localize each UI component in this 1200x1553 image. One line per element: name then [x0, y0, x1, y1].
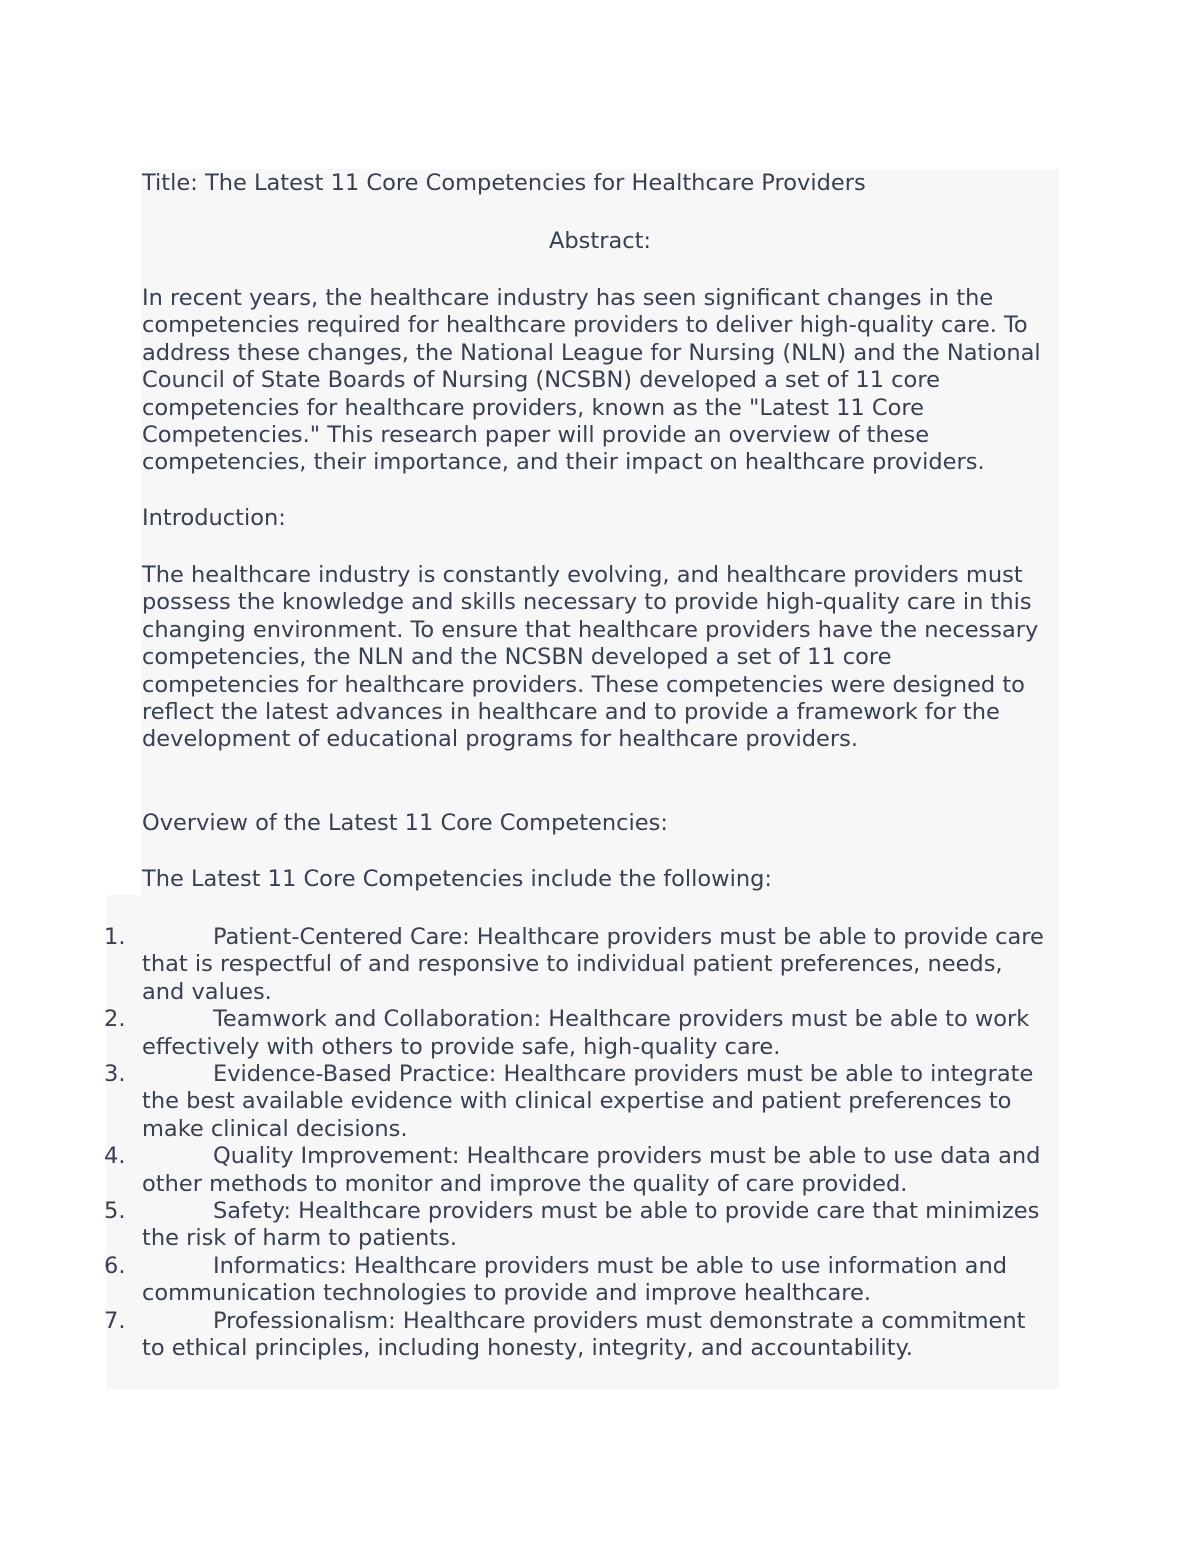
- abstract-heading: Abstract:: [548, 228, 652, 254]
- list-item: [0, 1006, 1052, 1061]
- list-item-text: Quality Improvement: Healthcare providers must be able to use data and other methods to monitor and improve the quality of care provided.: [142, 1143, 1041, 1197]
- list-item-number: 2.: [104, 1006, 126, 1033]
- list-item-number: 1.: [104, 924, 126, 950]
- list-item: [0, 1253, 1052, 1308]
- list-item: [0, 1308, 1052, 1363]
- overview-intro: The Latest 11 Core Competencies include the following:: [142, 866, 772, 892]
- list-item-text: Evidence-Based Practice: Healthcare providers must be able to integrate the best available evidence with clinical expertise and patient preferences to make clinical decisions.: [142, 1061, 1034, 1142]
- overview-heading: Overview of the Latest 11 Core Competencies:: [142, 810, 668, 836]
- list-item-text: Patient-Centered Care: Healthcare providers must be able to provide care that is respectful of and responsive to individual patient preferences, needs, and values.: [142, 924, 1044, 1005]
- list-item: [0, 1061, 1052, 1143]
- list-item-text: Safety: Healthcare providers must be able to provide care that minimizes the risk of harm to patients.: [142, 1198, 1040, 1252]
- list-item: [0, 1198, 1052, 1253]
- competency-list: [0, 924, 1200, 1363]
- list-item-number: 5.: [104, 1198, 126, 1225]
- list-item-number: 7.: [104, 1307, 126, 1334]
- list-item-text: Informatics: Healthcare providers must be able to use information and communication technologies to provide and improve healthcare.: [142, 1252, 1007, 1307]
- list-item-number: 6.: [104, 1252, 126, 1279]
- list-item-number: 4.: [104, 1143, 126, 1170]
- introduction-paragraph: The healthcare industry is constantly evolving, and healthcare providers must possess the knowledge and skills necessary to provide high-quality care in this changing environment. To ensure that healthcare providers have the necessary competencies, the NLN and the NCSBN developed a set of 11 core competencies for healthcare providers. These competencies were designed to reflect the latest advances in healthcare and to provide a framework for the development of educational programs for healthcare providers.: [142, 562, 1039, 753]
- introduction-heading: Introduction:: [142, 505, 286, 531]
- list-item: [0, 924, 1052, 1006]
- document-title: Title: The Latest 11 Core Competencies for Healthcare Providers: [142, 170, 866, 196]
- list-item: [0, 1143, 1052, 1198]
- list-item-text: Teamwork and Collaboration: Healthcare providers must be able to work effectively with others to provide safe, high-quality care.: [142, 1006, 1030, 1060]
- abstract-paragraph: In recent years, the healthcare industry has seen significant changes in the competencies required for healthcare providers to deliver high-quality care. To address these changes, the National League for Nursing (NLN) and the National Council of State Boards of Nursing (NCSBN) developed a set of 11 core competencies for healthcare providers, known as the "Latest 11 Core Competencies." This research paper will provide an overview of these competencies, their importance, and their impact on healthcare providers.: [142, 285, 1041, 476]
- list-item-number: 3.: [104, 1061, 126, 1088]
- list-item-text: Professionalism: Healthcare providers must demonstrate a commitment to ethical principles, including honesty, integrity, and accountability.: [142, 1307, 1026, 1362]
